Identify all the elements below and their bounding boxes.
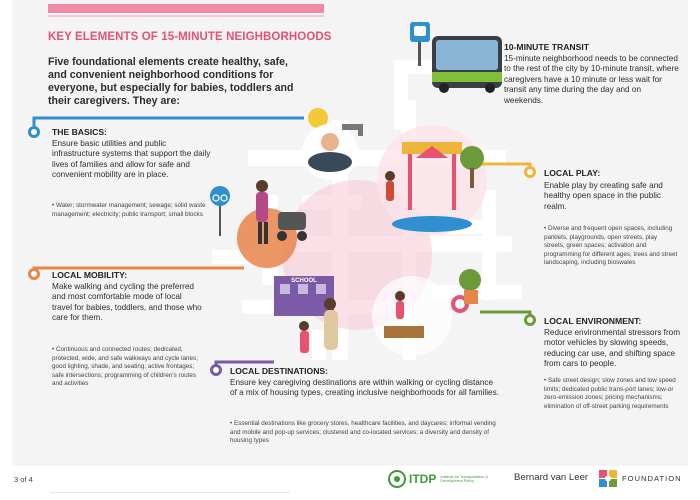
bvl-foundation: FOUNDATION [622, 474, 682, 483]
page-title: KEY ELEMENTS OF 15-MINUTE NEIGHBORHOODS [48, 31, 332, 43]
destinations-title: LOCAL DESTINATIONS: [230, 366, 329, 376]
environment-marker [524, 314, 536, 326]
bvl-name: Bernard van Leer [514, 472, 589, 483]
bus-stop-sign-icon [410, 22, 430, 66]
itdp-mark-icon [388, 470, 406, 488]
basics-marker [28, 126, 40, 138]
mobility-lead: Make walking and cycling the preferred and most comfortable mode of local travel for babies, toddlers, and those who care for them. [52, 282, 202, 323]
school-sign: SCHOOL [291, 278, 317, 284]
mobility-marker [28, 268, 40, 280]
footer-divider [50, 492, 290, 493]
basics-lead: Ensure basic utilities and public infrastructure systems that support the daily lives of families and allow for safe and convenient mobility are in place. [52, 139, 211, 180]
destinations-marker [210, 364, 222, 376]
bike-sign-icon [210, 186, 230, 236]
itdp-wordmark: ITDP [409, 472, 437, 486]
destinations-detail: • Essential destinations like grocery stores, healthcare facilities, and daycares; informal vending and mobile and pop-up services; clustered and co-located services; a diversity and density of housing types [230, 420, 496, 444]
school-illustration [274, 276, 338, 353]
mobility-detail: • Continuous and connected routes; dedicated, protected, wide, and safe walkways and cycle lanes; good lighting, shade, and seating; active frontages; safe intersections; programming of children's routes and activities [52, 346, 198, 387]
itdp-logo [388, 470, 500, 488]
play-title: LOCAL PLAY: [544, 168, 601, 178]
play-marker [524, 166, 536, 178]
play-lead: Enable play by creating safe and healthy open space in the public realm. [544, 181, 663, 211]
environment-detail: • Safe street design; slow zones and low speed limits; dedicated public trans-port lanes; low-or zero-emission zones; pricing mechanisms; elimination of off-street parking requirements [544, 377, 676, 410]
environment-lead: Reduce environmental stressors from motor vehicles by slowing speeds, reducing car use, and shifting space from cars to people. [544, 328, 681, 369]
play-detail: • Diverse and frequent open spaces, including parklets, playgrounds, open streets, play streets, green spaces; activation and programming for different ages; trees and street landscaping, including bioswales [544, 225, 678, 266]
basics-detail: • Water; stormwater management; sewage; solid waste management; electricity; public transport; small blocks [52, 202, 206, 218]
destinations-lead: Ensure key caregiving destinations are within walking or cycling distance of a mix of housing types, creating inclusive neighborhoods for all families. [230, 378, 499, 398]
bus-illustration [432, 36, 502, 93]
mobility-title: LOCAL MOBILITY: [52, 270, 128, 280]
transit-lead: 15-minute neighborhood needs to be connected to the rest of the city by 10-minute transit, where caregivers have a 10 minute or less wait for transit any time during the day and on weekends. [504, 54, 679, 105]
baby-bath-illustration [302, 108, 363, 180]
page-number: 3 of 4 [14, 475, 33, 484]
environment-title: LOCAL ENVIRONMENT: [544, 316, 642, 326]
bvl-flower-icon [599, 470, 617, 487]
transit-title: 10-MINUTE TRANSIT [504, 42, 589, 52]
itdp-subtitle: Institute for Transportation & Development Policy [440, 474, 489, 483]
document-content [12, 0, 688, 466]
basics-title: THE BASICS: [52, 127, 107, 137]
intro-paragraph: Five foundational elements create healthy, safe, and convenient neighborhood conditions for everyone, but especially for babies, toddlers and their caregivers. They are: [48, 56, 294, 107]
